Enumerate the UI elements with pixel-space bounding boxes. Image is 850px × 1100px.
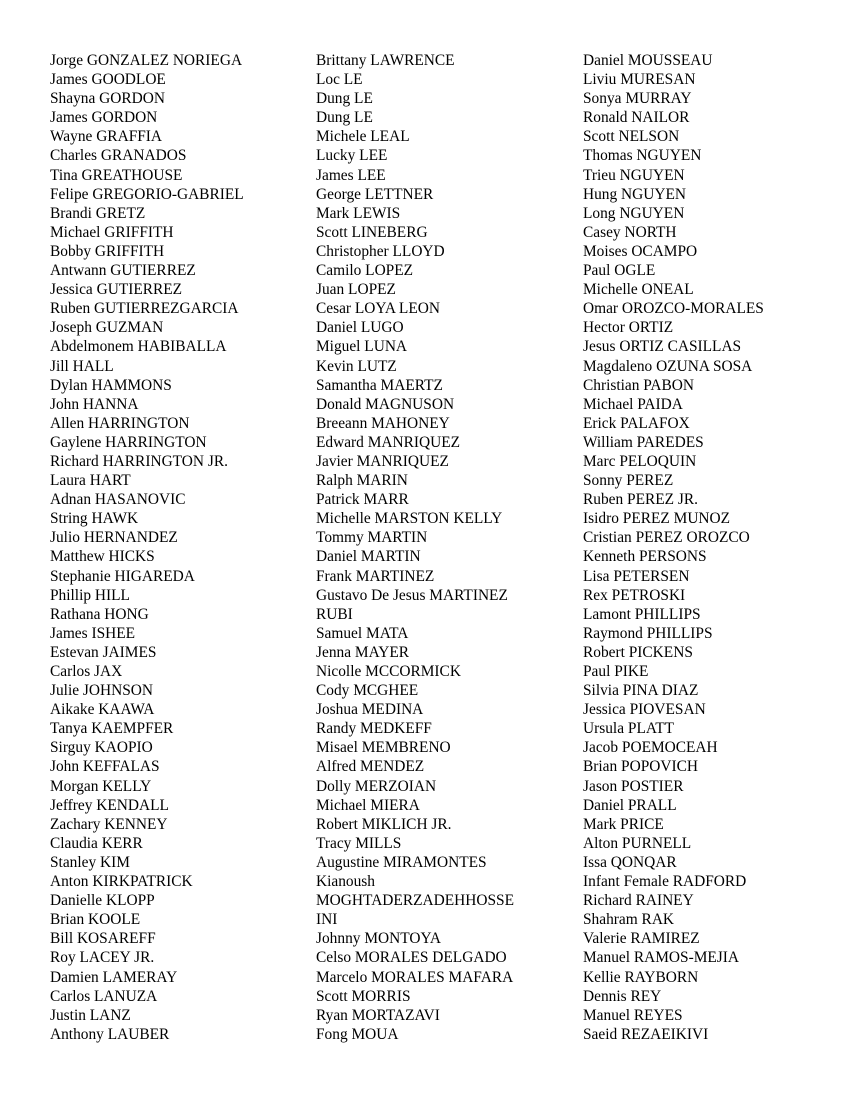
name-entry: Ralph MARIN bbox=[316, 472, 408, 490]
name-entry: Wayne GRAFFIA bbox=[50, 128, 163, 146]
name-entry: Cristian PEREZ OROZCO bbox=[583, 529, 750, 547]
name-entry: Justin LANZ bbox=[50, 1006, 131, 1024]
name-entry: Stephanie HIGAREDA bbox=[50, 567, 195, 585]
name-entry: William PAREDES bbox=[583, 433, 704, 451]
name-entry: Julio HERNANDEZ bbox=[50, 529, 178, 547]
name-entry: Infant Female RADFORD bbox=[583, 873, 747, 891]
name-entry: Omar OROZCO-MORALES bbox=[583, 300, 764, 318]
name-entry: Tina GREATHOUSE bbox=[50, 166, 183, 184]
name-entry: James GORDON bbox=[50, 109, 158, 127]
name-entry: Christian PABON bbox=[583, 376, 695, 394]
name-entry: Lisa PETERSEN bbox=[583, 567, 690, 585]
name-entry: Sonya MURRAY bbox=[583, 90, 692, 108]
name-entry: James GOODLOE bbox=[50, 71, 166, 89]
name-entry: Robert MIKLICH JR. bbox=[316, 815, 452, 833]
name-entry: Aikake KAAWA bbox=[50, 701, 155, 719]
name-entry: Donald MAGNUSON bbox=[316, 395, 455, 413]
name-entry: Dylan HAMMONS bbox=[50, 376, 172, 394]
name-entry: Shahram RAK bbox=[583, 911, 675, 929]
name-entry: Paul PIKE bbox=[583, 663, 649, 680]
name-entry: Marc PELOQUIN bbox=[583, 452, 697, 470]
name-entry: Misael MEMBRENO bbox=[316, 739, 451, 757]
name-entry: Jason POSTIER bbox=[583, 777, 684, 795]
name-entry: Cody MCGHEE bbox=[316, 682, 419, 700]
name-entry: Manuel RAMOS-MEJIA bbox=[583, 949, 740, 967]
name-entry: Dung LE bbox=[316, 90, 373, 108]
name-entry: Rathana HONG bbox=[50, 605, 149, 623]
name-entry: Mark PRICE bbox=[583, 815, 664, 833]
name-entry: Breeann MAHONEY bbox=[316, 414, 450, 432]
name-entry: Samantha MAERTZ bbox=[316, 376, 443, 394]
name-entry: Carlos LANUZA bbox=[50, 987, 158, 1005]
name-entry: Stanley KIM bbox=[50, 853, 130, 871]
name-entry: Magdaleno OZUNA SOSA bbox=[583, 357, 753, 375]
name-entry: Dennis REY bbox=[583, 987, 662, 1005]
name-entry: Valerie RAMIREZ bbox=[583, 930, 700, 948]
name-entry: Michael MIERA bbox=[316, 796, 420, 814]
name-entry: Shayna GORDON bbox=[50, 90, 165, 108]
name-entry: Miguel LUNA bbox=[316, 338, 408, 356]
name-entry: Allen HARRINGTON bbox=[50, 414, 190, 432]
name-entry: Augustine MIRAMONTES bbox=[316, 853, 487, 871]
name-entry: Jeffrey KENDALL bbox=[50, 796, 169, 814]
name-entry: Jesus ORTIZ CASILLAS bbox=[583, 338, 742, 356]
name-entry: Daniel MOUSSEAU bbox=[583, 52, 713, 69]
name-entry: Daniel PRALL bbox=[583, 796, 677, 814]
name-entry: Dung LE bbox=[316, 109, 373, 127]
name-entry: Patrick MARR bbox=[316, 491, 409, 509]
name-entry: Bobby GRIFFITH bbox=[50, 242, 165, 260]
name-entry: Damien LAMERAY bbox=[50, 968, 178, 986]
name-entry: Ryan MORTAZAVI bbox=[316, 1006, 440, 1024]
name-entry: Ruben PEREZ JR. bbox=[583, 491, 699, 509]
name-column-1 bbox=[50, 51, 310, 1044]
name-entry: Johnny MONTOYA bbox=[316, 930, 441, 948]
name-entry: Michelle ONEAL bbox=[583, 281, 694, 299]
name-entry: Jenna MAYER bbox=[316, 643, 410, 661]
name-entry: Daniel MARTIN bbox=[316, 548, 421, 566]
name-entry: Roy LACEY JR. bbox=[50, 949, 155, 967]
name-entry: Michele LEAL bbox=[316, 128, 410, 146]
name-entry: Daniel LUGO bbox=[316, 319, 404, 337]
name-entry: Claudia KERR bbox=[50, 834, 143, 852]
name-entry: Richard RAINEY bbox=[583, 892, 694, 910]
name-entry: Randy MEDKEFF bbox=[316, 720, 432, 738]
name-entry: Frank MARTINEZ bbox=[316, 567, 435, 585]
name-entry: Estevan JAIMES bbox=[50, 643, 157, 661]
name-entry: Christopher LLOYD bbox=[316, 242, 445, 260]
name-entry: Cesar LOYA LEON bbox=[316, 300, 440, 318]
name-entry: James LEE bbox=[316, 166, 386, 184]
name-entry: Laura HART bbox=[50, 472, 131, 490]
name-entry: Abdelmonem HABIBALLA bbox=[50, 338, 227, 356]
name-entry: Tommy MARTIN bbox=[316, 529, 428, 547]
name-entry: Joseph GUZMAN bbox=[50, 319, 164, 337]
name-entry: Kianoush bbox=[316, 873, 375, 891]
name-entry: Thomas NGUYEN bbox=[583, 147, 702, 165]
name-entry: Alton PURNELL bbox=[583, 834, 692, 852]
name-entry: Jill HALL bbox=[50, 357, 114, 375]
name-entry: Manuel REYES bbox=[583, 1006, 683, 1024]
name-entry: Scott MORRIS bbox=[316, 987, 411, 1005]
name-entry: Erick PALAFOX bbox=[583, 414, 690, 432]
name-entry: Zachary KENNEY bbox=[50, 815, 168, 833]
name-entry: Gustavo De Jesus MARTINEZ bbox=[316, 586, 508, 604]
name-entry: Rex PETROSKI bbox=[583, 586, 686, 604]
name-entry: James ISHEE bbox=[50, 624, 136, 642]
name-entry: Joshua MEDINA bbox=[316, 701, 424, 719]
name-entry: Anton KIRKPATRICK bbox=[50, 873, 193, 891]
name-entry: Dolly MERZOIAN bbox=[316, 777, 437, 795]
name-entry: Tracy MILLS bbox=[316, 834, 402, 852]
name-entry: Samuel MATA bbox=[316, 624, 409, 642]
name-entry: Lamont PHILLIPS bbox=[583, 605, 701, 623]
name-entry: Brian POPOVICH bbox=[583, 758, 699, 776]
name-entry: Isidro PEREZ MUNOZ bbox=[583, 510, 731, 528]
name-entry: Jessica PIOVESAN bbox=[583, 701, 706, 719]
name-column-3 bbox=[583, 51, 845, 1044]
name-entry: Kevin LUTZ bbox=[316, 357, 397, 375]
name-entry: Celso MORALES DELGADO bbox=[316, 949, 507, 967]
name-entry: Fong MOUA bbox=[316, 1025, 399, 1043]
name-entry: Morgan KELLY bbox=[50, 777, 152, 795]
name-entry: Michael GRIFFITH bbox=[50, 223, 174, 241]
name-entry: Mark LEWIS bbox=[316, 204, 401, 222]
name-entry: Tanya KAEMPFER bbox=[50, 720, 174, 738]
name-entry: Michelle MARSTON KELLY bbox=[316, 510, 503, 528]
name-entry: George LETTNER bbox=[316, 185, 434, 203]
name-entry: Issa QONQAR bbox=[583, 853, 677, 871]
name-entry: Ronald NAILOR bbox=[583, 109, 690, 127]
name-entry: Nicolle MCCORMICK bbox=[316, 663, 461, 680]
name-entry: Charles GRANADOS bbox=[50, 147, 187, 165]
name-entry: Loc LE bbox=[316, 71, 363, 89]
name-entry: Bill KOSAREFF bbox=[50, 930, 156, 948]
name-entry: Saeid REZAEIKIVI bbox=[583, 1025, 709, 1043]
name-entry: Brandi GRETZ bbox=[50, 204, 146, 222]
name-entry: Silvia PINA DIAZ bbox=[583, 682, 699, 700]
name-entry: Liviu MURESAN bbox=[583, 71, 696, 89]
name-entry: Michael PAIDA bbox=[583, 395, 683, 413]
name-entry: Juan LOPEZ bbox=[316, 281, 396, 299]
name-entry: Sonny PEREZ bbox=[583, 472, 674, 490]
name-entry: Jessica GUTIERREZ bbox=[50, 281, 183, 299]
name-entry: Robert PICKENS bbox=[583, 643, 693, 661]
name-entry: Hector ORTIZ bbox=[583, 319, 674, 337]
name-entry: Paul OGLE bbox=[583, 262, 656, 280]
name-entry: Lucky LEE bbox=[316, 147, 388, 165]
name-column-2 bbox=[316, 51, 578, 1044]
name-entry: Raymond PHILLIPS bbox=[583, 624, 713, 642]
name-entry: Jorge GONZALEZ NORIEGA bbox=[50, 52, 243, 69]
name-entry: Kellie RAYBORN bbox=[583, 968, 699, 986]
name-entry: Matthew HICKS bbox=[50, 548, 155, 566]
name-entry: Brian KOOLE bbox=[50, 911, 141, 929]
name-entry: Brittany LAWRENCE bbox=[316, 52, 455, 69]
name-entry: Ruben GUTIERREZGARCIA bbox=[50, 300, 239, 318]
name-entry: Julie JOHNSON bbox=[50, 682, 154, 700]
name-entry: RUBI bbox=[316, 605, 353, 623]
name-entry: Edward MANRIQUEZ bbox=[316, 433, 461, 451]
name-entry: Danielle KLOPP bbox=[50, 892, 155, 910]
name-entry: Casey NORTH bbox=[583, 223, 677, 241]
name-entry: Alfred MENDEZ bbox=[316, 758, 425, 776]
name-entry: Phillip HILL bbox=[50, 586, 130, 604]
name-entry: Moises OCAMPO bbox=[583, 242, 698, 260]
name-entry: Kenneth PERSONS bbox=[583, 548, 707, 566]
name-entry: Adnan HASANOVIC bbox=[50, 491, 186, 509]
name-entry: INI bbox=[316, 911, 338, 929]
name-entry: Hung NGUYEN bbox=[583, 185, 687, 203]
name-entry: Ursula PLATT bbox=[583, 720, 675, 738]
name-entry: Sirguy KAOPIO bbox=[50, 739, 153, 757]
name-entry: String HAWK bbox=[50, 510, 139, 528]
name-entry: Gaylene HARRINGTON bbox=[50, 433, 207, 451]
name-entry: John KEFFALAS bbox=[50, 758, 160, 776]
name-entry: Camilo LOPEZ bbox=[316, 262, 414, 280]
name-entry: Scott LINEBERG bbox=[316, 223, 428, 241]
name-entry: Marcelo MORALES MAFARA bbox=[316, 968, 514, 986]
name-entry: John HANNA bbox=[50, 395, 139, 413]
name-entry: Carlos JAX bbox=[50, 663, 123, 680]
name-entry: Scott NELSON bbox=[583, 128, 680, 146]
name-entry: Trieu NGUYEN bbox=[583, 166, 685, 184]
name-entry: Antwann GUTIERREZ bbox=[50, 262, 196, 280]
name-entry: Long NGUYEN bbox=[583, 204, 685, 222]
name-entry: Felipe GREGORIO-GABRIEL bbox=[50, 185, 244, 203]
name-entry: Richard HARRINGTON JR. bbox=[50, 452, 228, 470]
name-entry: Javier MANRIQUEZ bbox=[316, 452, 449, 470]
name-entry: Anthony LAUBER bbox=[50, 1025, 170, 1043]
name-entry: Jacob POEMOCEAH bbox=[583, 739, 718, 757]
name-entry: MOGHTADERZADEHHOSSE bbox=[316, 892, 514, 910]
